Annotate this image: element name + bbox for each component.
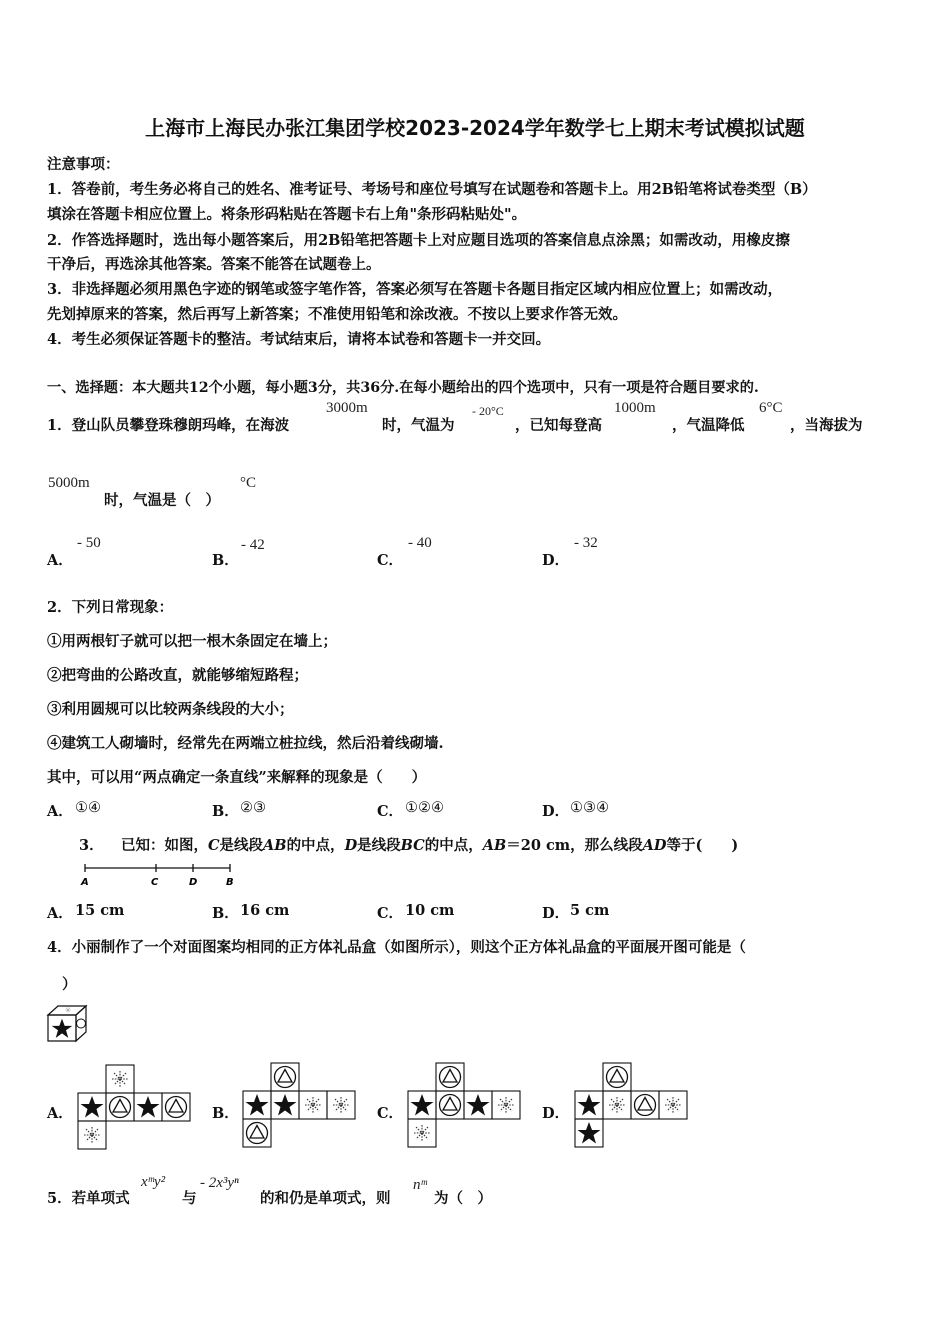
notice-heading: 注意事项：	[47, 156, 120, 173]
q1-altitude2: 5000m	[48, 475, 90, 491]
option-label[interactable]: D．	[542, 552, 570, 569]
option-label[interactable]: C．	[377, 552, 404, 569]
q4-text: ）	[62, 976, 77, 993]
q1-unit: °C	[240, 475, 257, 491]
option-label[interactable]: A．	[47, 905, 73, 922]
notice-line: 填涂在答题卡相应位置上。将条形码粘贴在答题卡右上角"条形码粘贴处"。	[47, 206, 527, 223]
option-label[interactable]: D．	[542, 1105, 570, 1122]
option-value[interactable]: 15 cm	[75, 902, 125, 919]
q1-text: ，当海拔为	[790, 417, 863, 434]
q5-expr1: xᵐy²	[141, 1174, 166, 1190]
q1-height: 1000m	[614, 400, 656, 416]
point-label-b: B	[226, 877, 234, 888]
q1-altitude: 3000m	[326, 400, 368, 416]
q2-stem: 2．下列日常现象：	[47, 599, 174, 616]
q1-text: 1．登山队员攀登珠穆朗玛峰，在海波	[47, 417, 290, 434]
cube-figure	[46, 1003, 88, 1043]
option-label[interactable]: B．	[212, 1105, 239, 1122]
option-label[interactable]: C．	[377, 803, 404, 820]
q1-text: 时，气温是（ ）	[104, 492, 220, 509]
q1-text: ，已知每登高	[515, 417, 602, 434]
option-label[interactable]: D．	[542, 905, 570, 922]
q2-item: ④建筑工人砌墙时，经常先在两端立桩拉线，然后沿着线砌墙.	[47, 735, 444, 752]
notice-line: 先划掉原来的答案，然后再写上新答案；不准使用铅笔和涂改液。不按以上要求作答无效。	[47, 306, 627, 323]
q3-text: 已知：如图，C是线段AB的中点，D是线段BC的中点，AB＝20 cm，那么线段AD等于( )	[121, 837, 739, 854]
q5-text: 的和仍是单项式，则	[260, 1190, 391, 1207]
notice-line: 干净后，再选涂其他答案。答案不能答在试题卷上。	[47, 256, 381, 273]
q2-item: ③利用圆规可以比较两条线段的大小；	[47, 701, 294, 718]
notice-line: 4．考生必须保证答题卡的整洁。考试结束后，请将本试卷和答题卡一并交回。	[47, 331, 551, 348]
option-label[interactable]: A．	[47, 803, 73, 820]
segment-diagram	[76, 860, 241, 888]
point-label-a: A	[81, 877, 89, 888]
q5-text: 为（ ）	[434, 1190, 492, 1207]
net-c[interactable]	[407, 1062, 525, 1150]
option-value[interactable]: ①②④	[405, 800, 444, 816]
net-b[interactable]	[242, 1062, 360, 1150]
page-title: 上海市上海民办张江集团学校2023-2024学年数学七上期末考试模拟试题	[145, 116, 805, 140]
q4-text: 4．小丽制作了一个对面图案均相同的正方体礼品盒（如图所示），则这个正方体礼品盒的平面展开图可能是（	[47, 939, 746, 956]
net-d[interactable]	[574, 1062, 692, 1150]
option-value[interactable]: - 40	[408, 535, 432, 551]
option-label[interactable]: B．	[212, 552, 239, 569]
q5-text: 5．若单项式	[47, 1190, 130, 1207]
notice-line: 2．作答选择题时，选出每小题答案后，用2B铅笔把答题卡上对应题目选项的答案信息点涂黑；如需改动，用橡皮擦	[47, 232, 790, 249]
point-label-d: D	[189, 877, 198, 888]
q5-expr2: - 2x³yⁿ	[200, 1175, 239, 1191]
option-value[interactable]: - 50	[77, 535, 101, 551]
option-value[interactable]: ②③	[240, 800, 266, 816]
option-label[interactable]: B．	[212, 803, 239, 820]
q1-drop: 6°C	[759, 400, 783, 416]
option-value[interactable]: - 32	[574, 535, 598, 551]
q2-item: ②把弯曲的公路改直，就能够缩短路程；	[47, 667, 308, 684]
option-label[interactable]: D．	[542, 803, 570, 820]
q1-text: ，气温降低	[672, 417, 745, 434]
q1-temp: - 20°C	[472, 404, 504, 418]
option-label[interactable]: A．	[47, 552, 73, 569]
q2-item: ①用两根钉子就可以把一根木条固定在墙上；	[47, 633, 337, 650]
section-heading: 一、选择题：本大题共12个小题，每小题3分，共36分.在每小题给出的四个选项中，只有一项是符合题目要求的.	[47, 380, 759, 396]
option-label[interactable]: A．	[47, 1105, 73, 1122]
option-value[interactable]: 10 cm	[405, 902, 455, 919]
point-label-c: C	[151, 877, 159, 888]
option-value[interactable]: ①④	[75, 800, 101, 816]
option-value[interactable]: 5 cm	[570, 902, 610, 919]
q5-text: 与	[182, 1190, 197, 1207]
option-label[interactable]: C．	[377, 905, 404, 922]
q3-number: 3．	[79, 837, 104, 854]
option-value[interactable]: ①③④	[570, 800, 609, 816]
option-value[interactable]: - 42	[241, 537, 265, 553]
notice-line: 3．非选择题必须用黑色字迹的钢笔或签字笔作答，答案必须写在答题卡各题目指定区域内相应位置上；如需改动，	[47, 281, 783, 298]
option-label[interactable]: C．	[377, 1105, 404, 1122]
q2-question: 其中，可以用“两点确定一条直线”来解释的现象是（ ）	[47, 769, 427, 786]
net-a[interactable]	[77, 1064, 195, 1150]
option-value[interactable]: 16 cm	[240, 902, 290, 919]
notice-line: 1．答卷前，考生务必将自己的姓名、准考证号、考场号和座位号填写在试题卷和答题卡上。用2B铅笔将试卷类型（B）	[47, 181, 817, 198]
option-label[interactable]: B．	[212, 905, 239, 922]
q5-expr3: nᵐ	[413, 1177, 427, 1193]
q1-text: 时，气温为	[382, 417, 455, 434]
